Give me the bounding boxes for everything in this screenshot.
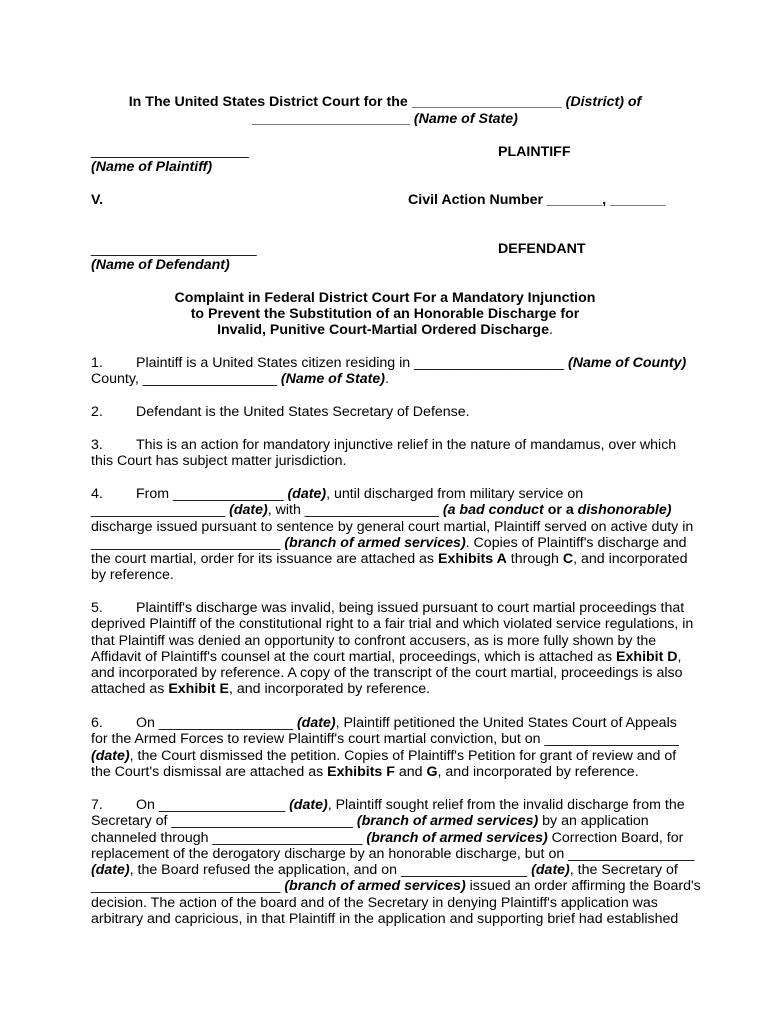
- p7-text: , the Board refused the application, and on ________________: [129, 862, 532, 879]
- district-placeholder: (District) of: [565, 94, 642, 110]
- exhibit-ref: Exhibit E: [168, 681, 230, 698]
- p6-text: On _________________: [136, 715, 297, 731]
- civil-action-number: Civil Action Number _______, _______: [408, 192, 666, 208]
- title-line3-text: Invalid, Punitive Court-Martial Ordered Discharge: [217, 322, 549, 338]
- p5-text: Plaintiff's discharge was invalid, being issued pursuant to court martial proceedings that: [136, 600, 685, 616]
- p7-text: , the Secretary of: [569, 862, 678, 879]
- p7-text: Secretary of _______________________: [91, 813, 357, 830]
- p6-text: , Plaintiff petitioned the United States Court of Appeals: [335, 715, 677, 731]
- p4-text: From ______________: [136, 486, 288, 502]
- paragraph-number: 6.: [91, 715, 103, 731]
- discharge-type-placeholder: dishonorable): [577, 502, 672, 519]
- p4-text: discharge issued pursuant to sentence by general court martial, Plaintiff served on active duty in: [91, 518, 694, 535]
- defendant-blank: _____________________: [91, 241, 257, 257]
- p7-text: ________________________: [91, 878, 285, 895]
- p4-text: , until discharged from military service on: [326, 486, 584, 502]
- paragraph-number: 5.: [91, 600, 103, 616]
- p7-text: by an application: [538, 813, 649, 830]
- state-placeholder: (Name of State): [280, 371, 385, 388]
- p5-text: deprived Plaintiff of the constitutional right to a fair trial and which violated service regulations, in: [91, 616, 694, 633]
- p7-text: , Plaintiff sought relief from the invalid discharge from the: [327, 797, 685, 813]
- p7-text: replacement of the derogatory discharge by an honorable discharge, but on ________________: [91, 845, 695, 862]
- p3-text: this Court has subject matter jurisdiction.: [91, 453, 347, 470]
- paragraph-number: 1.: [91, 355, 103, 371]
- county-placeholder: (Name of County): [567, 355, 687, 371]
- p7-text: Correction Board, for: [547, 829, 684, 846]
- date-placeholder: (date): [296, 715, 336, 731]
- exhibit-ref: Exhibits A: [437, 551, 507, 568]
- court-header-text: In The United States District Court for the ___________________: [128, 94, 562, 110]
- branch-placeholder: (branch of armed services): [284, 534, 466, 551]
- title-line3: [0, 322, 770, 338]
- title-period: .: [548, 322, 553, 338]
- p5-text: and incorporated by reference. A copy of the transcript of the court martial, proceedings is also: [91, 665, 683, 682]
- p6-text: for the Armed Forces to review Plaintiff's court martial conviction, but on _________________: [91, 731, 679, 748]
- p4-text: by reference.: [91, 567, 174, 584]
- paragraph-number: 7.: [91, 797, 103, 813]
- p1-text: .: [384, 371, 389, 388]
- date-placeholder: (date): [287, 486, 327, 502]
- paragraph-7: [91, 797, 701, 928]
- exhibit-ref: Exhibit D: [616, 648, 678, 665]
- p4-text: through: [506, 551, 563, 568]
- p4-text: the court martial, order for its issuance are attached as: [91, 551, 438, 568]
- p7-text: arbitrary and capricious, in that Plaintiff in the application and supporting brief had established: [91, 911, 679, 928]
- date-placeholder: (date): [289, 797, 328, 813]
- p6-text: , and incorporated by reference.: [437, 763, 639, 780]
- exhibit-ref: Exhibits F: [327, 763, 395, 780]
- paragraph-number: 3.: [91, 437, 103, 453]
- defendant-label: DEFENDANT: [498, 241, 586, 257]
- plaintiff-blank: ____________________: [91, 143, 249, 159]
- date-placeholder: (date): [531, 862, 570, 879]
- p5-text: ,: [677, 648, 682, 665]
- discharge-type-placeholder: (a bad conduct: [442, 502, 544, 519]
- p4-text: _________________: [91, 502, 230, 519]
- p6-text: and: [394, 763, 427, 780]
- court-header-line1: [0, 94, 770, 110]
- p7-text: decision. The action of the board and of the Secretary in denying Plaintiff's application was: [91, 894, 658, 911]
- p6-text: , the Court dismissed the petition. Copies of Plaintiff's Petition for grant of review and of: [129, 747, 677, 764]
- date-placeholder: (date): [91, 862, 130, 879]
- paragraph-3: [91, 437, 681, 470]
- p4-text: or a: [543, 502, 578, 519]
- p1-text: Plaintiff is a United States citizen residing in ___________________: [136, 355, 568, 371]
- p1-text: County, _________________: [91, 371, 281, 388]
- versus-label: V.: [91, 192, 104, 208]
- state-placeholder: (Name of State): [413, 111, 518, 127]
- p7-text: On ________________: [136, 797, 290, 813]
- p5-text: that Plaintiff was denied an opportunity to confront accusers, as is more fully shown by the: [91, 632, 657, 649]
- p6-text: the Court's dismissal are attached as: [91, 763, 328, 780]
- p7-text: channeled through ___________________: [91, 829, 367, 846]
- branch-placeholder: (branch of armed services): [366, 829, 548, 846]
- paragraph-1: [91, 355, 687, 388]
- p4-text: . Copies of Plaintiff's discharge and: [465, 534, 687, 551]
- state-blank: ____________________: [252, 111, 410, 127]
- paragraph-4: [91, 486, 694, 584]
- p3-text: This is an action for mandatory injunctive relief in the nature of mandamus, over which: [136, 437, 677, 453]
- p4-text: , with _________________: [267, 502, 443, 519]
- court-header-line2: [0, 111, 770, 127]
- p5-text: , and incorporated by reference.: [229, 681, 431, 698]
- date-placeholder: (date): [91, 747, 130, 764]
- paragraph-5: [91, 600, 694, 698]
- p5-text: attached as: [91, 681, 169, 698]
- branch-placeholder: (branch of armed services): [356, 813, 539, 830]
- plaintiff-caption: (Name of Plaintiff): [91, 159, 213, 175]
- p7-text: issued an order affirming the Board's: [465, 878, 701, 895]
- title-line2: to Prevent the Substitution of an Honorable Discharge for: [190, 306, 580, 322]
- paragraph-number: 2.: [91, 404, 103, 420]
- exhibit-ref: G: [426, 763, 438, 780]
- p5-text: Affidavit of Plaintiff's counsel at the court martial, proceedings, which is attached as: [91, 648, 617, 665]
- date-placeholder: (date): [229, 502, 268, 519]
- branch-placeholder: (branch of armed services): [284, 878, 466, 895]
- paragraph-6: [91, 715, 681, 780]
- p2-text: Defendant is the United States Secretary of Defense.: [136, 404, 470, 420]
- p4-text: ________________________: [91, 534, 285, 551]
- exhibit-ref: C: [562, 551, 574, 568]
- paragraph-2: [91, 404, 681, 420]
- title-line1: Complaint in Federal District Court For a Mandatory Injunction: [174, 290, 596, 306]
- paragraph-number: 4.: [91, 486, 103, 502]
- p4-text: , and incorporated: [573, 551, 688, 568]
- plaintiff-label: PLAINTIFF: [498, 144, 571, 160]
- defendant-caption: (Name of Defendant): [91, 257, 230, 273]
